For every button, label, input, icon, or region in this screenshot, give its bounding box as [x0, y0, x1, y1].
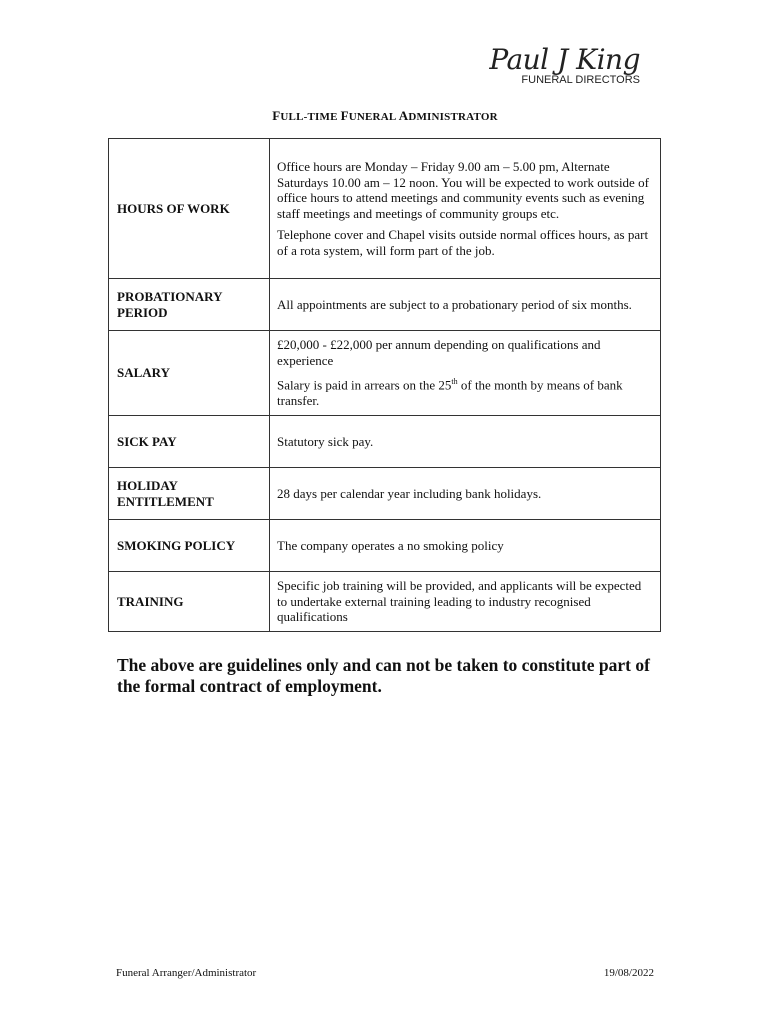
row-paragraph: Statutory sick pay.	[277, 433, 374, 449]
company-logo	[480, 44, 640, 86]
table-row-salary	[109, 331, 661, 416]
row-label: TRAINING	[109, 572, 270, 632]
row-paragraph: The company operates a no smoking policy	[277, 537, 504, 553]
title-rest-1: ULL-TIME	[280, 111, 341, 123]
row-value	[270, 572, 661, 632]
salary-text: Salary is paid in arrears on the 25	[277, 377, 452, 393]
row-paragraph: All appointments are subject to a probationary period of six months.	[277, 296, 632, 312]
row-paragraph: Office hours are Monday – Friday 9.00 am – 5.00 pm, Alternate Saturdays 10.00 am – 12 noon. You will be expected to work outside of office hours to attend meetings and community events such as evening staff meetings and meetings of community groups etc.	[277, 159, 649, 221]
row-value	[270, 331, 661, 416]
row-paragraph: £20,000 - £22,000 per annum depending on qualifications and experience	[277, 337, 601, 368]
row-label	[109, 279, 270, 331]
title-initial-2: F	[340, 108, 349, 123]
row-label: HOURS OF WORK	[109, 139, 270, 279]
table-row-training	[109, 572, 661, 632]
row-paragraph: Specific job training will be provided, and applicants will be expected to undertake external training leading to industry recognised qualifications	[277, 578, 642, 624]
title-initial-1: F	[272, 108, 281, 123]
row-value	[270, 416, 661, 468]
footer-document-name: Funeral Arranger/Administrator	[116, 967, 257, 979]
row-paragraph: Telephone cover and Chapel visits outside normal offices hours, as part of a rota system, will form part of the job.	[277, 227, 649, 258]
title-rest-2: UNERAL	[348, 111, 399, 123]
logo-subtitle: FUNERAL DIRECTORS	[521, 74, 640, 86]
title-initial-3: A	[398, 108, 409, 123]
row-paragraph	[277, 374, 652, 408]
logo-script-name: Paul J King	[489, 43, 640, 76]
row-paragraph: 28 days per calendar year including bank holidays.	[277, 485, 542, 501]
row-value	[270, 468, 661, 520]
row-label-line: HOLIDAY	[117, 478, 178, 493]
row-label	[109, 468, 270, 520]
guidelines-notice: The above are guidelines only and can not be taken to constitute part of the formal contract of employment.	[117, 655, 650, 696]
row-value	[270, 279, 661, 331]
row-value	[270, 139, 661, 279]
title-rest-3: DMINISTRATOR	[408, 111, 498, 123]
footer-date: 19/08/2022	[603, 967, 654, 979]
table-row-holiday-entitlement	[109, 468, 661, 520]
row-label-line: PERIOD	[117, 304, 168, 320]
row-label: SMOKING POLICY	[109, 520, 270, 572]
job-terms-table	[108, 138, 661, 632]
row-label-line: ENTITLEMENT	[117, 493, 214, 509]
row-value	[270, 520, 661, 572]
table-row-sick-pay	[109, 416, 661, 468]
table-row-hours-of-work	[109, 139, 661, 279]
row-label: SALARY	[109, 331, 270, 416]
row-label-line: PROBATIONARY	[117, 289, 223, 304]
table-row-probationary-period	[109, 279, 661, 331]
ordinal-suffix: th	[451, 377, 458, 387]
salary-text: of the month by means of bank transfer.	[277, 377, 623, 409]
table-row-smoking-policy	[109, 520, 661, 572]
row-label: SICK PAY	[109, 416, 270, 468]
document-title	[0, 108, 770, 124]
